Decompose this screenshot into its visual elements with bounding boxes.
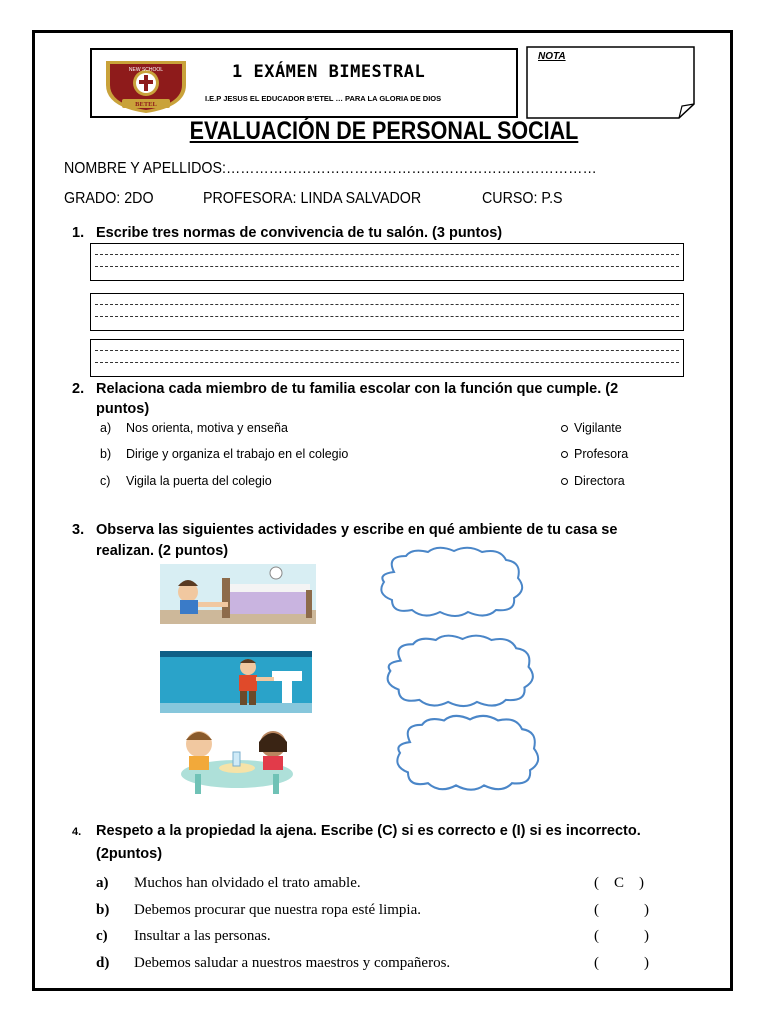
bathroom-illustration — [160, 651, 312, 713]
bedroom-illustration — [160, 564, 316, 624]
exam-title: 1 EXÁMEN BIMESTRAL — [232, 62, 426, 82]
answer-cloud[interactable] — [378, 633, 543, 711]
grade-label: NOTA — [538, 51, 566, 62]
question-3-line2: realizan. (2 puntos) — [96, 543, 229, 559]
answer-slot[interactable]: ( ) — [594, 955, 649, 971]
answer-slot[interactable]: ( ) — [594, 928, 649, 944]
page-title: EVALUACIÓN DE PERSONAL SOCIAL — [189, 117, 579, 145]
teacher-info: PROFESORA: LINDA SALVADOR — [203, 190, 422, 207]
answer-slot[interactable]: ( ) — [594, 902, 649, 918]
statement-item: d) Debemos saludar a nuestros maestros y compañeros. — [96, 955, 451, 971]
answer-slot[interactable]: ( C ) — [594, 875, 644, 891]
match-option[interactable]: Profesora — [561, 447, 628, 461]
dining-illustration — [165, 722, 310, 797]
match-option[interactable]: Vigilante — [561, 421, 622, 435]
statement-item: c) Insultar a las personas. — [96, 928, 271, 944]
statement-item: a) Muchos han olvidado el trato amable. — [96, 875, 361, 891]
match-item: c) Vigila la puerta del colegio — [100, 474, 272, 488]
school-motto: I.E.P JESUS EL EDUCADOR B’ETEL … PARA LA GLORIA DE DIOS — [205, 94, 442, 103]
svg-text:BETEL: BETEL — [135, 101, 157, 108]
school-crest — [100, 55, 192, 120]
answer-cloud[interactable] — [388, 714, 548, 794]
answer-cloud[interactable] — [372, 546, 532, 620]
question-3: 3. Observa las siguientes actividades y escribe en qué ambiente de tu casa se — [72, 522, 618, 538]
connector-dot-icon[interactable] — [561, 478, 568, 485]
connector-dot-icon[interactable] — [561, 425, 568, 432]
svg-text:NEW SCHOOL: NEW SCHOOL — [128, 67, 164, 73]
grade-info: GRADO: 2DO — [64, 190, 154, 207]
statement-item: b) Debemos procurar que nuestra ropa esté limpia. — [96, 902, 421, 918]
course-info: CURSO: P.S — [482, 190, 563, 207]
question-4: 4. Respeto a la propiedad la ajena. Escribe (C) si es correcto e (I) si es incorrecto. — [72, 823, 641, 839]
connector-dot-icon[interactable] — [561, 451, 568, 458]
answer-box-1[interactable] — [90, 243, 684, 281]
match-option[interactable]: Directora — [561, 474, 625, 488]
answer-box-3[interactable] — [90, 339, 684, 377]
grade-box — [526, 46, 695, 119]
match-item: a) Nos orienta, motiva y enseña — [100, 421, 288, 435]
question-2-line2: puntos) — [96, 401, 150, 417]
question-4-line2: (2puntos) — [96, 846, 163, 862]
exam-header — [90, 48, 518, 118]
question-2: 2. Relaciona cada miembro de tu familia escolar con la función que cumple. (2 — [72, 381, 619, 397]
match-item: b) Dirige y organiza el trabajo en el colegio — [100, 447, 349, 461]
question-1: 1. Escribe tres normas de convivencia de tu salón. (3 puntos) — [72, 225, 503, 241]
answer-box-2[interactable] — [90, 293, 684, 331]
name-field[interactable]: NOMBRE Y APELLIDOS:…………………………………………………………………… — [64, 160, 597, 177]
